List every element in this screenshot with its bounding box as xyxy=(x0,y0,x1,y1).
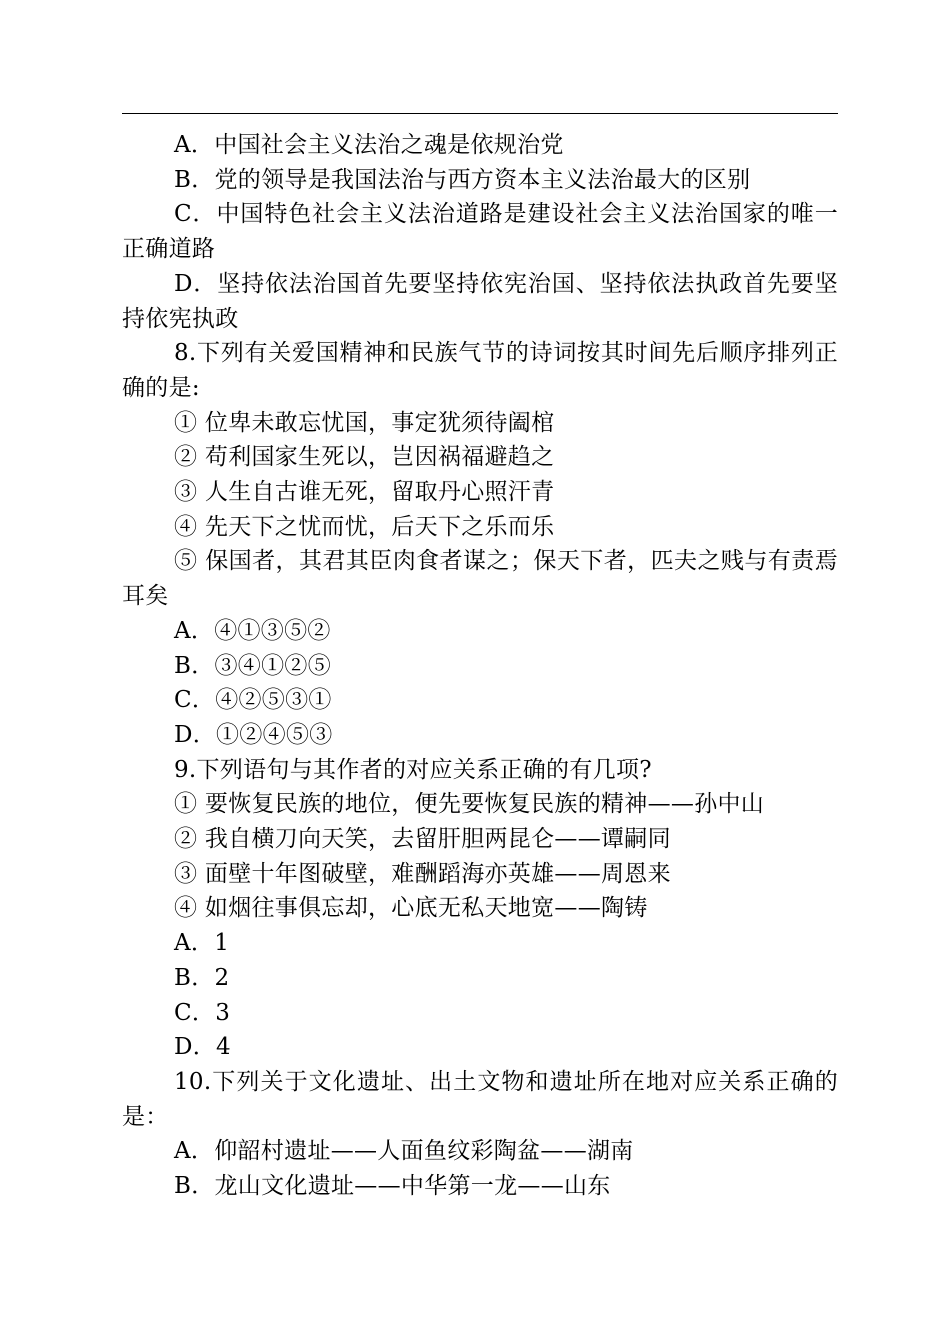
q9-item-1: ① 要恢复民族的地位，便先要恢复民族的精神——孙中山 xyxy=(174,791,765,818)
q9-option-c: C．3 xyxy=(174,999,231,1026)
q8-item-2: ② 苟利国家生死以，岂因祸福避趋之 xyxy=(174,444,555,471)
header-rule xyxy=(122,113,838,114)
q8-item-5: ⑤ 保国者，其君其臣肉食者谋之；保天下者，匹夫之贱与有责焉耳矣 xyxy=(122,548,838,610)
q8-item-1: ① 位卑未敢忘忧国，事定犹须待阖棺 xyxy=(174,409,555,436)
q8-item-3: ③ 人生自古谁无死，留取丹心照汗青 xyxy=(174,479,555,506)
q9-option-b: B．2 xyxy=(174,964,230,991)
q8-option-b: B．③④①②⑤ xyxy=(174,652,332,679)
q8-stem: 8.下列有关爱国精神和民族气节的诗词按其时间先后顺序排列正确的是: xyxy=(122,340,838,401)
q9-option-d: D．4 xyxy=(174,1034,231,1061)
q8-option-a: A．④①③⑤② xyxy=(174,617,331,644)
q7-option-d: D．坚持依法治国首先要坚持依宪治国、坚持依法执政首先要坚持依宪执政 xyxy=(122,270,838,332)
q10-option-b: B．龙山文化遗址——中华第一龙——山东 xyxy=(174,1173,611,1200)
q9-item-3: ③ 面壁十年图破壁，难酬蹈海亦英雄——周恩来 xyxy=(174,860,671,887)
q10-stem: 10.下列关于文化遗址、出土文物和遗址所在地对应关系正确的是： xyxy=(122,1068,838,1130)
document-body xyxy=(122,128,838,1204)
q9-item-4: ④ 如烟往事俱忘却，心底无私天地宽——陶铸 xyxy=(174,895,648,922)
q8-option-c: C．④②⑤③① xyxy=(174,687,332,714)
q7-option-a: A．中国社会主义法治之魂是依规治党 xyxy=(174,132,564,158)
q7-option-c: C．中国特色社会主义法治道路是建设社会主义法治国家的唯一正确道路 xyxy=(122,201,838,263)
q9-item-2: ② 我自横刀向天笑，去留肝胆两昆仑——谭嗣同 xyxy=(174,826,671,853)
q7-option-b: B．党的领导是我国法治与西方资本主义法治最大的区别 xyxy=(174,166,751,193)
q10-option-a: A．仰韶村遗址——人面鱼纹彩陶盆——湖南 xyxy=(174,1138,634,1165)
q9-stem: 9.下列语句与其作者的对应关系正确的有几项? xyxy=(174,756,652,783)
q8-option-d: D．①②④⑤③ xyxy=(174,721,333,748)
q9-option-a: A．1 xyxy=(174,930,230,957)
q8-item-4: ④ 先天下之忧而忧，后天下之乐而乐 xyxy=(174,513,555,540)
